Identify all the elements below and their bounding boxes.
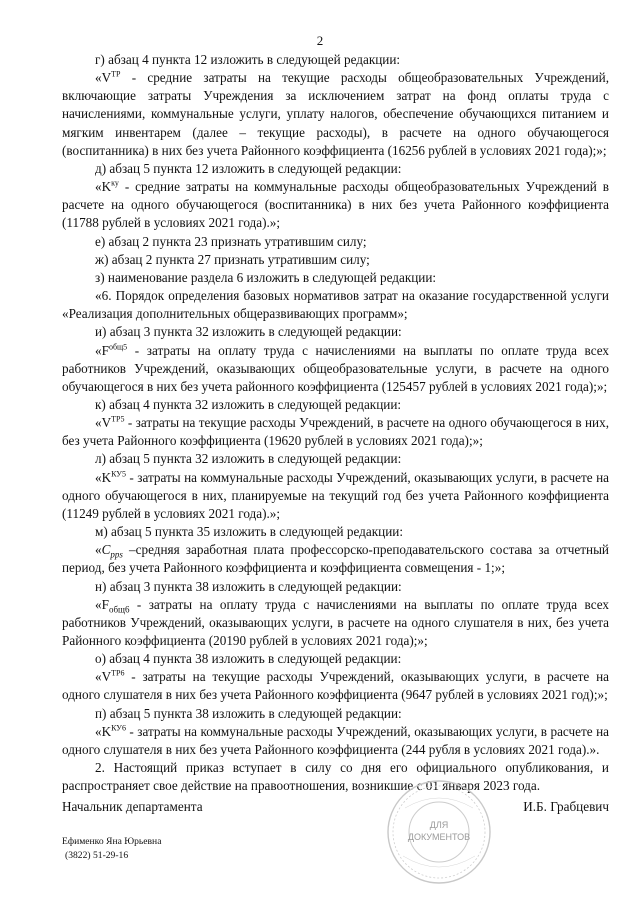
paragraph-text: «F: [95, 596, 109, 612]
paragraph-text: «V: [95, 669, 112, 685]
paragraph-text: - затраты на оплату труда с начислениями на выплаты по оплате труда всех работников Учреждений, оказывающих услуги, в расчете на одного слушателя в них, без учета Районного коэффициента (20190 рублей в условиях 2021 года);»;: [62, 596, 609, 648]
executor-name: Ефименко Яна Юрьевна: [62, 836, 162, 847]
paragraph-text: - затраты на коммунальные расходы Учреждений, оказывающих услуги, в расчете на одного обучающегося в них, планируемые на текущий год без учета Районного коэффициента (11249 рублей в условиях 2021 года).»;: [62, 469, 609, 521]
page-number: 2: [316, 33, 324, 48]
stamp-text-line2: ДОКУМЕНТОВ: [407, 832, 471, 842]
paragraph: [62, 287, 609, 323]
formula-superscript: ТР: [111, 69, 121, 79]
document-body: [62, 51, 609, 795]
stamp-seal: [385, 778, 493, 886]
paragraph-text: ж) абзац 2 пункта 27 признать утратившим силу;: [95, 251, 370, 267]
paragraph: [62, 233, 609, 251]
paragraph-text: о) абзац 4 пункта 38 изложить в следующей редакции:: [95, 651, 402, 667]
paragraph-text: к) абзац 4 пункта 32 изложить в следующей редакции:: [95, 396, 402, 412]
paragraph-text: е) абзац 2 пункта 23 признать утратившим силу;: [95, 233, 367, 249]
paragraph-text: - затраты на оплату труда с начислениями на выплаты по оплате труда всех работников Учреждений, оказывающих общеобразовательные услуги, в расчете на одного обучающегося в них без учета районного коэффициента (125457 рублей в условиях 2021 года);»;: [62, 342, 609, 394]
signatory-position: Начальник департамента: [62, 799, 203, 814]
paragraph-text: м) абзац 5 пункта 35 изложить в следующей редакции:: [95, 524, 403, 540]
signatory-name: И.Б. Грабцевич: [523, 799, 609, 814]
paragraph-text: «6. Порядок определения базовых нормативов затрат на оказание государственной услуги «Реализация дополнительных общеразвивающих программ»;: [62, 288, 609, 322]
executor-phone: (3822) 51-29-16: [65, 850, 129, 861]
paragraph: [62, 668, 609, 704]
paragraph-text: –средняя заработная плата профессорско-преподавательского состава за отчетный период, без учета Районного коэффициента и коэффициента совмещения - 1;»;: [62, 542, 609, 576]
paragraph-text: г) абзац 4 пункта 12 изложить в следующей редакции:: [95, 52, 401, 67]
paragraph-text: - средние затраты на текущие расходы общеобразовательных Учреждений, включающие затраты Учреждения за исключением затрат на фонд оплаты труда с начислениями, коммунальные услуги, уплату налогов, обеспечение обучающихся питанием и мягким инвентарем (далее – текущие расходы), в расчете на одного обучающегося (воспитанника) в них без учета Районного коэффициента (16256 рублей в условиях 2021 года);»;: [62, 70, 609, 158]
formula-subscript: pps: [110, 549, 123, 560]
paragraph: [62, 650, 609, 668]
paragraph: [62, 160, 609, 178]
paragraph: [62, 51, 609, 69]
paragraph-text: п) абзац 5 пункта 38 изложить в следующей редакции:: [95, 705, 402, 721]
paragraph-text: н) абзац 3 пункта 38 изложить в следующей редакции:: [95, 578, 402, 594]
paragraph-text: - затраты на коммунальные расходы Учреждений, оказывающих услуги, в расчете на одного слушателя в них без учета Районного коэффициента (244 рубля в условиях 2021 года).».: [62, 723, 609, 757]
paragraph-text: л) абзац 5 пункта 32 изложить в следующей редакции:: [95, 451, 402, 467]
paragraph-text: «: [95, 542, 102, 558]
paragraph: [62, 69, 609, 160]
paragraph: [62, 578, 609, 596]
paragraph-text: д) абзац 5 пункта 12 изложить в следующей редакции:: [95, 160, 402, 176]
paragraph: [62, 450, 609, 468]
paragraph: [62, 342, 609, 396]
formula-superscript: КУ5: [111, 469, 126, 479]
paragraph: [62, 723, 609, 759]
paragraph-text: - затраты на текущие расходы Учреждений, оказывающих услуги, в расчете на одного слушателя в них без учета Районного коэффициента (9647 рублей в условиях 2021 год);»;: [62, 669, 609, 703]
formula-superscript: общ5: [108, 342, 128, 352]
paragraph: [62, 251, 609, 269]
paragraph: [62, 323, 609, 341]
formula-superscript: ТР5: [111, 414, 125, 424]
paragraph: [62, 469, 609, 523]
formula-subscript: общ6: [108, 604, 130, 615]
paragraph-text: «V: [95, 415, 112, 431]
paragraph-text: «K: [95, 723, 112, 739]
paragraph-text: «K: [95, 469, 112, 485]
stamp-text-line1: ДЛЯ: [429, 820, 449, 830]
executor-block: [62, 835, 161, 863]
paragraph: [62, 523, 609, 541]
paragraph-text: з) наименование раздела 6 изложить в следующей редакции:: [95, 269, 437, 285]
paragraph: [62, 269, 609, 287]
formula-superscript: ТР6: [111, 668, 125, 678]
paragraph-text: - затраты на текущие расходы Учреждений, в расчете на одного обучающегося в них, без учета Районного коэффициента (19620 рублей в условиях 2021 года);»;: [62, 415, 609, 449]
paragraph: [62, 396, 609, 414]
formula-superscript: КУ6: [111, 723, 126, 733]
paragraph-text: «K: [95, 179, 112, 195]
paragraph-text: «V: [95, 70, 112, 86]
paragraph: [62, 541, 609, 577]
paragraph-text: «F: [95, 342, 109, 358]
paragraph-text: - средние затраты на коммунальные расходы общеобразовательных Учреждений в расчете на одного обучающегося (воспитанника) в них без учета Районного коэффициента (11788 рублей в условиях 2021 года).»;: [62, 179, 609, 231]
formula-symbol: C: [101, 542, 111, 558]
paragraph: [62, 759, 609, 795]
paragraph: [62, 705, 609, 723]
formula-superscript: ку: [111, 178, 119, 188]
paragraph: [62, 414, 609, 450]
paragraph-text: 2. Настоящий приказ вступает в силу со дня его официального опубликования, и распространяет свое действие на правоотношения, возникшие с 01 января 2023 года.: [62, 760, 609, 794]
paragraph-text: и) абзац 3 пункта 32 изложить в следующей редакции:: [95, 324, 402, 340]
paragraph: [62, 178, 609, 232]
paragraph: [62, 596, 609, 650]
